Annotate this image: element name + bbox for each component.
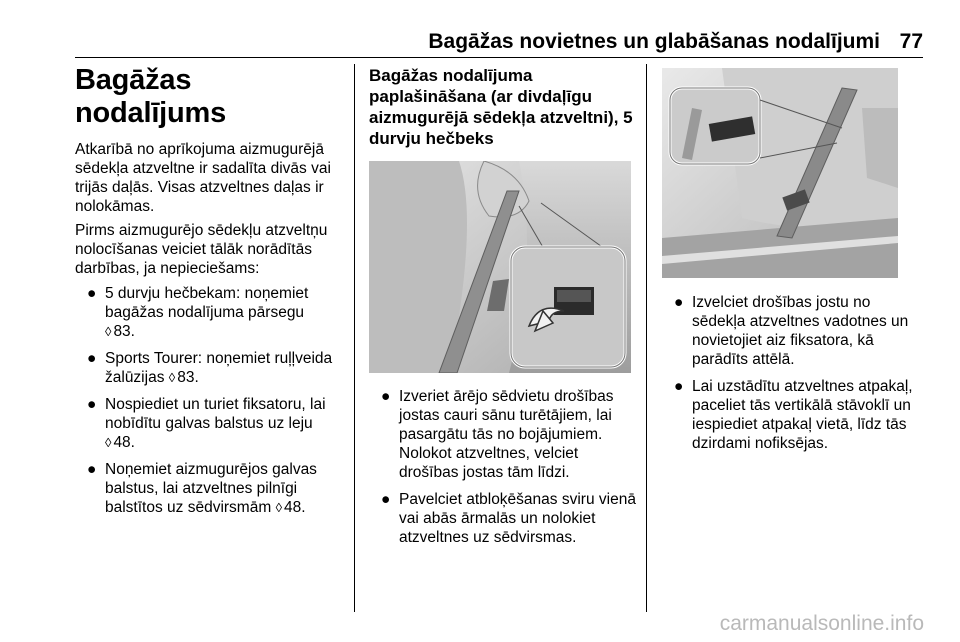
seatbelt-guide-illustration [662,68,898,278]
list-item [662,377,924,453]
running-header [0,0,960,58]
page-reference: 83. [113,323,135,340]
subsection-title: Bagāžas nodalījuma paplašināšana (ar divdaļīgu aizmugurējā sēdekļa atzveltni), 5 durvju hečbeks [369,66,633,148]
cross-reference-triangle-icon: ◊ [105,324,112,339]
page-reference: 48. [113,434,135,451]
section-title: Bagāžas nodalījums [75,64,227,129]
list-item [75,349,347,387]
seatbelt-lever-illustration [369,161,631,373]
seatbelt-steps-list [662,293,924,453]
list-item-text: Izveriet ārējo sēdvietu drošības jostas cauri sānu turētājiem, lai pasargātu tās no bojājumiem. Nolokot atzveltnes, velciet drošības jostas tām līdzi. [399,388,614,481]
bullet-dot-icon: ● [674,378,684,395]
running-title: Bagāžas novietnes un glabāšanas nodalījumi [428,30,880,53]
list-item-text: Nospiediet un turiet fiksatoru, lai nobīdītu galvas balstus uz leju [105,396,326,432]
paragraph-intro: Atkarībā no aprīkojuma aizmugurējā sēdekļa atzveltne ir sadalīta divās vai trijās daļās. Visas atzveltnes daļas ir nolokāmas. [75,141,331,215]
list-item-text: Lai uzstādītu atzveltnes atpakaļ, paceliet tās vertikālā stāvoklī un iespiediet atpakaļ vietā, līdz tās dzirdami nofiksējas. [692,378,913,452]
page-reference: 83. [177,369,199,386]
bullet-dot-icon: ● [87,350,97,367]
list-item [75,284,347,341]
list-item-text: Sports Tourer: noņemiet ruļļveida žalūzijas [105,350,333,386]
list-item [369,490,637,547]
bullet-dot-icon: ● [381,491,391,508]
page-reference: 48. [284,499,306,516]
column-1 [75,58,347,525]
seatbelt-guide-illustration-svg [662,68,898,278]
list-item [75,395,347,452]
preparation-list [75,284,347,517]
folding-steps-list [369,387,637,547]
list-item [369,387,637,482]
seatbelt-lever-illustration-svg [369,161,631,373]
bullet-dot-icon: ● [674,294,684,311]
list-item-text: 5 durvju hečbekam: noņemiet bagāžas nodalījuma pārsegu [105,285,309,321]
bullet-dot-icon: ● [87,461,97,478]
watermark: carmanualsonline.info [719,612,924,635]
list-item-text: Pavelciet atbloķēšanas sviru vienā vai abās ārmalās un nolokiet atzveltnes uz sēdvirsmas. [399,491,636,546]
bullet-dot-icon: ● [381,388,391,405]
list-item [662,293,924,369]
page-number: 77 [899,30,923,53]
column-divider-2 [646,64,647,612]
cross-reference-triangle-icon: ◊ [275,500,282,515]
column-2 [369,58,637,555]
list-item [75,460,347,517]
column-3 [662,58,924,461]
bullet-dot-icon: ● [87,396,97,413]
column-divider-1 [354,64,355,612]
cross-reference-triangle-icon: ◊ [105,435,112,450]
list-item-text: Izvelciet drošības jostu no sēdekļa atzveltnes vadotnes un novietojiet aiz fiksatora, kā parādīts attēlā. [692,294,909,368]
cross-reference-triangle-icon: ◊ [168,370,176,385]
bullet-dot-icon: ● [87,285,97,302]
list-item-text: Noņemiet aizmugurējos galvas balstus, lai atzveltnes pilnīgi balstītos uz sēdvirsmām [105,461,317,516]
paragraph-before-folding: Pirms aizmugurējo sēdekļu atzveltņu nolocīšanas veiciet tālāk norādītās darbības, ja nepieciešams: [75,222,328,277]
